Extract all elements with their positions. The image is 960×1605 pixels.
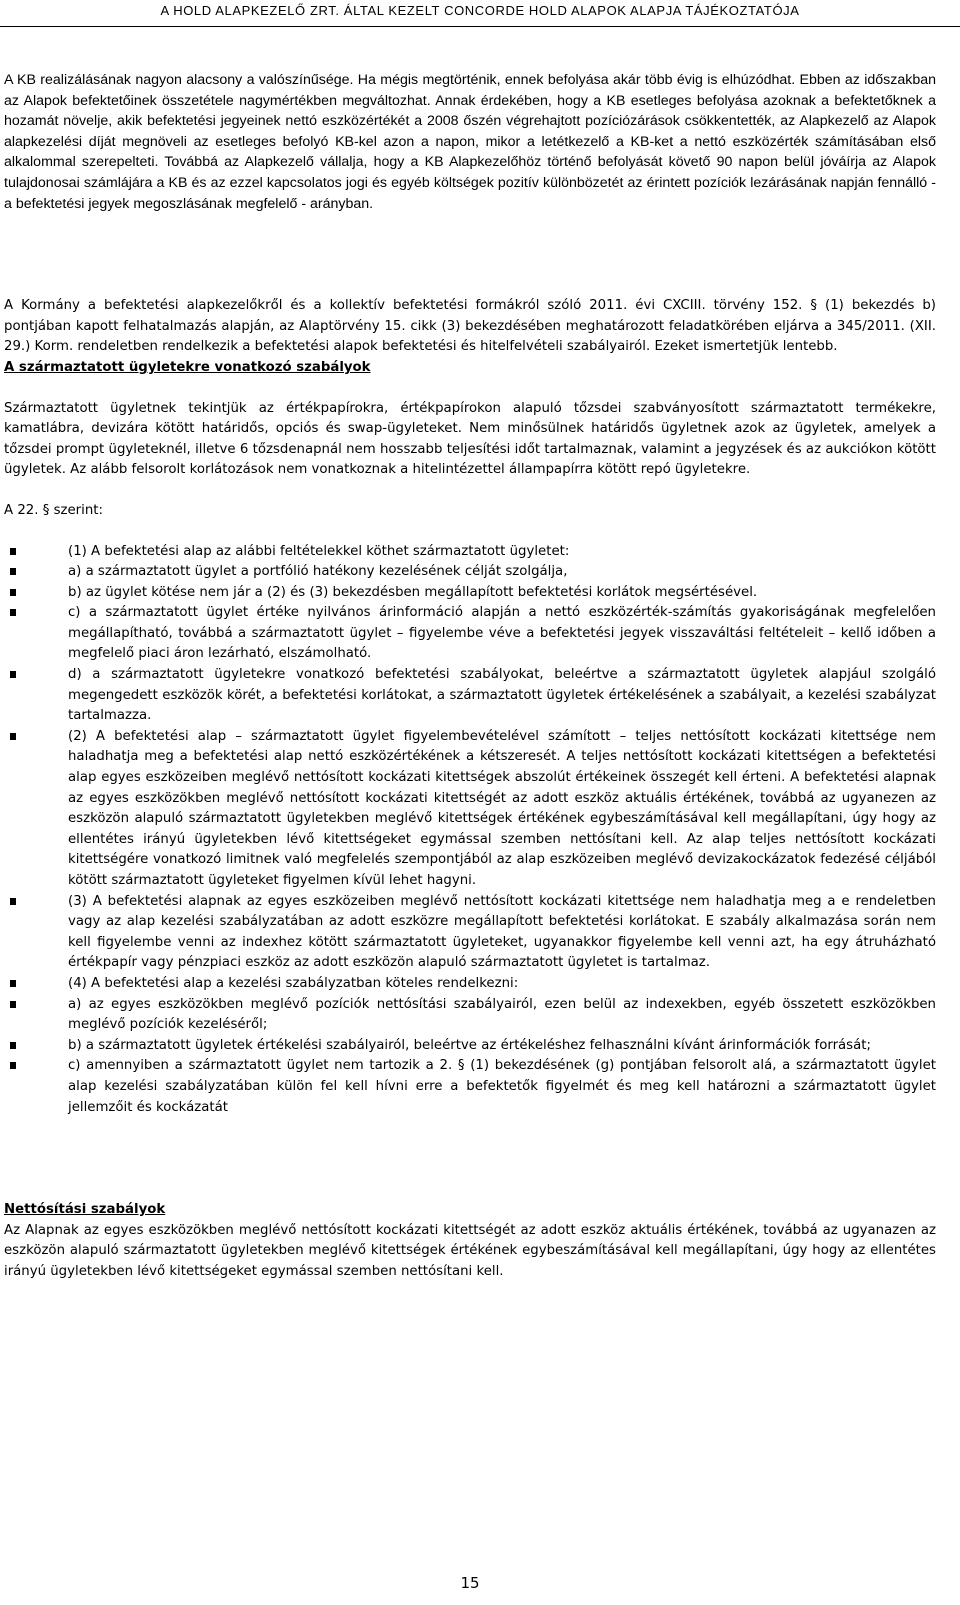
list-item: (1) A befektetési alap az alábbi feltételekkel köthet származtatott ügyletet:: [4, 542, 936, 563]
page-content: [4, 70, 936, 1283]
bullet-icon: [10, 671, 16, 678]
list-item: a) az egyes eszközökben meglévő pozíciók nettósítási szabályairól, ezen belül az indexekben, egyéb összetett eszközökben meglévő pozíciók kezeléséről;: [4, 995, 936, 1036]
list-item: b) az ügylet kötése nem jár a (2) és (3) bekezdésben megállapított befektetési korlátok megsértésével.: [4, 583, 936, 604]
list-item: (3) A befektetési alapnak az egyes eszközeiben meglévő nettósított kockázati kitettsége nem haladhatja meg a e rendeletben vagy az alap kezelési szabályzatában az adott eszközre megállapított befektetési korlátokat. E szabály alkalmazása során nem kell figyelembe venni az indexhez kötött származtatott ügyleteket, ugyanakkor figyelembe kell venni azt, ha egy átruházható értékpapír vagy pénzpiaci eszköz az adott eszközön alapuló származtatott ügyletet is tartalmaz.: [4, 892, 936, 974]
bullet-icon: [10, 609, 16, 616]
list-item: b) a származtatott ügyletek értékelési szabályairól, beleértve az értékeléshez felhasználni kívánt árinformációk forrását;: [4, 1036, 936, 1057]
bullet-icon: [10, 733, 16, 740]
list-item: (2) A befektetési alap – származtatott ügylet figyelembevételével számított – teljes nettósított kockázati kitettsége nem haladhatja meg a befektetési alap nettó eszközértékének a kétszeresét. A teljes nettósított kockázati kitettségen a befektetési alap egyes eszközeiben meglévő nettósított kockázati kitettségek abszolút értékeinek összegét kell érteni. A befektetési alapnak az egyes eszközökben meglévő nettósított kockázati kitettségét az adott eszköz aktuális értékének, továbbá az ugyanezen az eszközön alapuló származtatott ügyletekben meglévő kitettségek értékének egybeszámításával kell megállapítani, úgy hogy az ellentétes irányú ügyletekben lévő kitettségeket egymással szemben nettósítani kell. Az alap teljes nettósított kockázati kitettségére vonatkozó limitnek való megfelelés szempontjából az alap eszközeiben meglévő devizakockázatok fedezésé céljából kötött származtatott ügyleteket figyelmen kívül lehet hagyni.: [4, 727, 936, 892]
bullet-icon: [10, 568, 16, 575]
section-22-label: A 22. § szerint:: [4, 502, 103, 518]
bullet-icon: [10, 898, 16, 905]
section-heading-derivatives: A származtatott ügyletekre vonatkozó szabályok: [4, 359, 371, 375]
list-item: (4) A befektetési alap a kezelési szabályzatban köteles rendelkezni:: [4, 974, 936, 995]
list-item: c) a származtatott ügylet értéke nyilvános árinformáció alapján a nettó eszközérték-számítás gyakoriságának megfelelően megállapítható, továbbá a származtatott ügylet – figyelembe véve a befektetési jegyek visszaváltási feltételeit – kellő időben a megfelelő piaci áron lezárható, elszámolható.: [4, 603, 936, 665]
bullet-icon: [10, 1001, 16, 1008]
bullet-icon: [10, 980, 16, 987]
kormany-paragraph: A Kormány a befektetési alapkezelőkről és a kollektív befektetési formákról szóló 2011. évi CXCIII. törvény 152. § (1) bekezdés b) pontjában kapott felhatalmazás alapján, az Alaptörvény 15. cikk (3) bekezdésében meghatározott feladatkörében eljárva a 345/2011. (XII. 29.) Korm. rendeletben rendelkezik a befektetési alapok befektetési és hitelfelvételi szabályairól. Ezeket ismertetjük lentebb.: [4, 298, 936, 355]
rules-list: [4, 542, 936, 1119]
page-number: 15: [460, 1574, 480, 1592]
list-item: d) a származtatott ügyletekre vonatkozó befektetési szabályokat, beleértve a származtatott ügyletek alapjául szolgáló megengedett eszközök körét, a befektetési korlátokat, a származtatott ügyletek értékelésének a szabályait, a kezelési szabályzat tartalmazza.: [4, 665, 936, 727]
bullet-icon: [10, 548, 16, 555]
netting-paragraph: Az Alapnak az egyes eszközökben meglévő nettósított kockázati kitettségét az adott eszköz aktuális értékének, továbbá az ugyanazen az eszközön alapuló származtatott ügyletekben meglévő kitettségek értékének egybeszámításával kell megállapítani, úgy hogy az ellentétes irányú ügyletekben lévő kitettségeket egymással szemben nettósítani kell.: [4, 1222, 936, 1279]
bullet-icon: [10, 589, 16, 596]
list-item: a) a származtatott ügylet a portfólió hatékony kezelésének célját szolgálja,: [4, 562, 936, 583]
derivatives-paragraph: Származtatott ügyletnek tekintjük az értékpapírokra, értékpapírokon alapuló tőzsdei szabványosított származtatott termékekre, kamatlábra, devizára kötött határidős, opciós és swap-ügyleteket. Nem minősülnek határidős ügyletnek azok az ügyletek, amelyek a tőzsdei prompt ügyleteknél, illetve 6 tőzsdenapnál nem hosszabb teljesítési időt tartalmaznak, valamint a jegyzések és az aukciókon kötött ügyletek. Az alább felsorolt korlátozások nem vonatkoznak a hitelintézettel állampapírra kötött repó ügyletekre.: [4, 400, 936, 478]
section-heading-netting: Nettósítási szabályok: [4, 1202, 166, 1218]
intro-paragraph: A KB realizálásának nagyon alacsony a valószínűsége. Ha mégis megtörténik, ennek befolyása akár több évig is elhúzódhat. Ebben az időszakban az Alapok befektetőinek összetétele nagymértékben megváltozhat. Annak érdekében, hogy a KB esetleges befolyása azoknak a befektetőknek a hozamát növelje, akik befektetési jegyeinek nettó eszközértékét a 2008 őszén végrehajtott pozíciózárások csökkentették, az Alapkezelő az Alapok alapkezelési díját megnöveli az esetleges befolyó KB-kel azon a napon, mikor a letétkezelő a KB-ket a nettó eszközérték számításában első alkalommal szerepelteti. Továbbá az Alapkezelő vállalja, hogy a KB Alapkezelőhöz történő befolyását követő 90 napon belül jóváírja az Alapok tulajdonosai számlájára a KB és az ezzel kapcsolatos jogi és egyéb költségek pozitív különbözetét az érintett pozíciók lezárásának napján fennálló - a befektetési jegyek megoszlásának megfelelő - arányban.: [4, 72, 936, 212]
bullet-icon: [10, 1062, 16, 1069]
bullet-icon: [10, 1042, 16, 1049]
page-header: A HOLD ALAPKEZELŐ ZRT. ÁLTAL KEZELT CONCORDE HOLD ALAPOK ALAPJA TÁJÉKOZTATÓJA: [0, 0, 960, 27]
list-item: c) amennyiben a származtatott ügylet nem tartozik a 2. § (1) bekezdésének (g) pontjában felsorolt alá, a származtatott ügylet alap kezelési szabályzatában külön fel kell hívni erre a befektetők figyelmét és meg kell határozni a származtatott ügylet jellemzőit és kockázatát: [4, 1056, 936, 1118]
